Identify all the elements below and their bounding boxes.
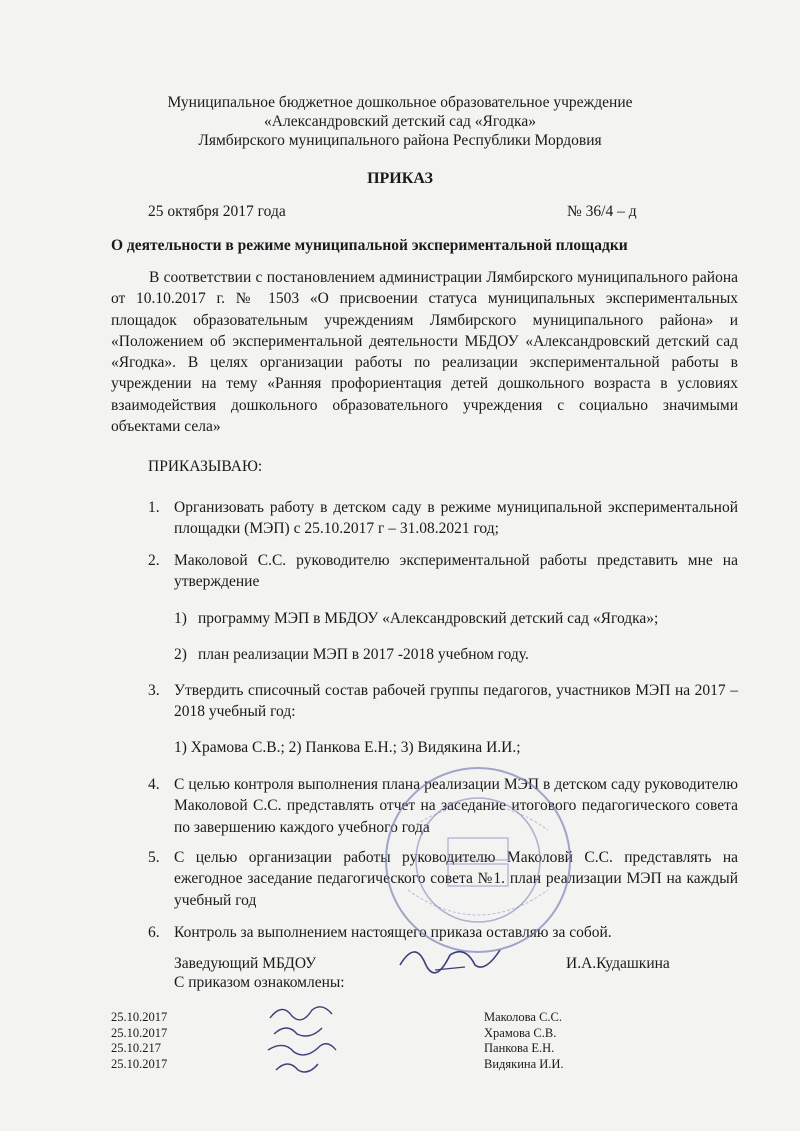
acknowledgement-names	[484, 1010, 564, 1072]
director-signature-icon	[395, 935, 505, 980]
staff-signatures-icon	[262, 1000, 352, 1080]
ack-date: 25.10.217	[111, 1041, 161, 1055]
acknowledgement-dates	[111, 1010, 167, 1072]
item-number: 1.	[148, 499, 160, 516]
item-text: Утвердить списочный состав рабочей группы педагогов, участников МЭП на 2017 – 2018 учебный год:	[174, 682, 738, 721]
item-number: 3.	[148, 682, 160, 699]
preamble-paragraph: В соответствии с постановлением администрации Лямбирского муниципального района от 10.10.2017 г. № 1503 «О присвоении статуса муниципальных экспериментальных площадок образовательным учреждениям Лямбирского муниципального района» и «Положением об экспериментальной деятельности МБДОУ «Александровский детский сад «Ягодка». В целях организации работы по реализации экспериментальной работы в учреждении на тему «Ранняя профориентация детей дошкольного возраста в условиях взаимодействия дошкольного образовательного учреждения с социально значимыми объектами села»	[111, 269, 738, 436]
order-item-3	[148, 680, 738, 723]
subitem-2-2: 2) план реализации МЭП в 2017 -2018 учебном году.	[174, 646, 529, 663]
signature-position: Заведующий МБДОУ	[174, 955, 317, 972]
ack-name: Видякина И.И.	[484, 1056, 564, 1071]
item-number: 5.	[148, 849, 160, 866]
ack-name: Храмова С.В.	[484, 1025, 557, 1040]
ack-name: Маколова С.С.	[484, 1010, 563, 1024]
item-text: Контроль за выполнением настоящего приказа оставляю за собой.	[174, 924, 612, 941]
subitem-3: 1) Храмова С.В.; 2) Панкова Е.Н.; 3) Видякина И.И.;	[174, 739, 521, 756]
ack-date: 25.10.2017	[111, 1056, 168, 1071]
order-word: ПРИКАЗЫВАЮ:	[148, 458, 263, 475]
header-line-2: «Александровский детский сад «Ягодка»	[264, 113, 536, 130]
subitem-2-1: 1) программу МЭП в МБДОУ «Александровский детский сад «Ягодка»;	[174, 610, 659, 627]
item-number: 4.	[148, 776, 160, 793]
item-text: Организовать работу в детском саду в режиме муниципальной экспериментальной площадки (МЭП) с 25.10.2017 г – 31.08.2021 год;	[174, 499, 738, 538]
item-text: С целью контроля выполнения плана реализации МЭП в детском саду руководителю Маколовой С.С. представлять отчет на заседание итогового педагогического совета по завершению каждого учебного года	[174, 776, 738, 836]
signature-name: И.А.Кудашкина	[566, 955, 670, 972]
acquainted-label: С приказом ознакомлены:	[174, 974, 345, 991]
item-text: Маколовой С.С. руководителю экспериментальной работы представить мне на утверждение	[174, 552, 738, 591]
header-line-3: Лямбирского муниципального района Республики Мордовия	[198, 132, 602, 149]
ack-date: 25.10.2017	[111, 1025, 168, 1040]
ack-date: 25.10.2017	[111, 1010, 168, 1024]
order-date: 25 октября 2017 года	[148, 203, 286, 220]
ack-name: Панкова Е.Н.	[484, 1041, 555, 1055]
order-subject: О деятельности в режиме муниципальной экспериментальной площадки	[111, 237, 628, 254]
order-number: № 36/4 – д	[567, 203, 637, 220]
document-title: ПРИКАЗ	[367, 170, 433, 187]
order-item-1	[148, 497, 738, 540]
official-stamp-icon	[378, 760, 578, 960]
item-number: 2.	[148, 552, 160, 569]
header-line-1: Муниципальное бюджетное дошкольное образовательное учреждение	[167, 94, 633, 111]
item-number: 6.	[148, 924, 160, 941]
item-text: С целью организации работы руководителю Маколовй С.С. представлять на ежегодное заседание педагогического совета №1. план реализации МЭП на каждый учебный год	[174, 849, 738, 909]
order-item-2	[148, 550, 738, 593]
